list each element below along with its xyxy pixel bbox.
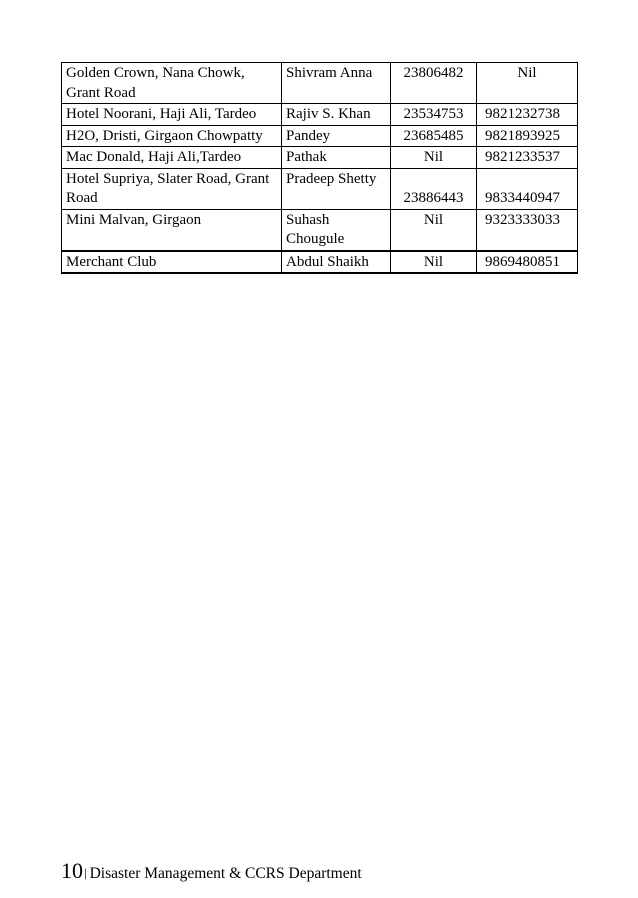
mobile-cell: Nil	[477, 63, 578, 104]
contact-cell: Suhash Chougule	[282, 209, 391, 251]
mobile-cell: 9821233537	[477, 147, 578, 169]
table-row	[62, 104, 578, 126]
mobile-cell: 9869480851	[477, 251, 578, 274]
mobile-cell: 9821232738	[477, 104, 578, 126]
phone-cell: 23806482	[391, 63, 477, 104]
table-row	[62, 147, 578, 169]
department-name: Disaster Management & CCRS Department	[89, 865, 362, 882]
table-row	[62, 251, 578, 274]
contact-cell: Rajiv S. Khan	[282, 104, 391, 126]
contacts-table	[61, 62, 578, 274]
mobile-cell: 9821893925	[477, 125, 578, 147]
place-cell: Mac Donald, Haji Ali,Tardeo	[62, 147, 282, 169]
place-cell: Golden Crown, Nana Chowk, Grant Road	[62, 63, 282, 104]
place-cell: Hotel Supriya, Slater Road, Grant Road	[62, 168, 282, 209]
place-cell: H2O, Dristi, Girgaon Chowpatty	[62, 125, 282, 147]
phone-cell: 23534753	[391, 104, 477, 126]
page-number: 10	[61, 858, 83, 883]
phone-cell: 23685485	[391, 125, 477, 147]
table-row	[62, 168, 578, 209]
place-cell: Mini Malvan, Girgaon	[62, 209, 282, 251]
contact-cell: Abdul Shaikh	[282, 251, 391, 274]
page-footer	[61, 858, 362, 884]
phone-cell: Nil	[391, 147, 477, 169]
phone-cell: Nil	[391, 251, 477, 274]
phone-cell: 23886443	[391, 168, 477, 209]
contact-cell: Pradeep Shetty	[282, 168, 391, 209]
contact-cell: Shivram Anna	[282, 63, 391, 104]
table-row	[62, 209, 578, 251]
table-row	[62, 125, 578, 147]
contact-cell: Pathak	[282, 147, 391, 169]
contact-cell: Pandey	[282, 125, 391, 147]
mobile-cell: 9323333033	[477, 209, 578, 251]
place-cell: Hotel Noorani, Haji Ali, Tardeo	[62, 104, 282, 126]
mobile-cell: 9833440947	[477, 168, 578, 209]
footer-separator: |	[84, 865, 87, 880]
place-cell: Merchant Club	[62, 251, 282, 274]
table-row	[62, 63, 578, 104]
phone-cell: Nil	[391, 209, 477, 251]
